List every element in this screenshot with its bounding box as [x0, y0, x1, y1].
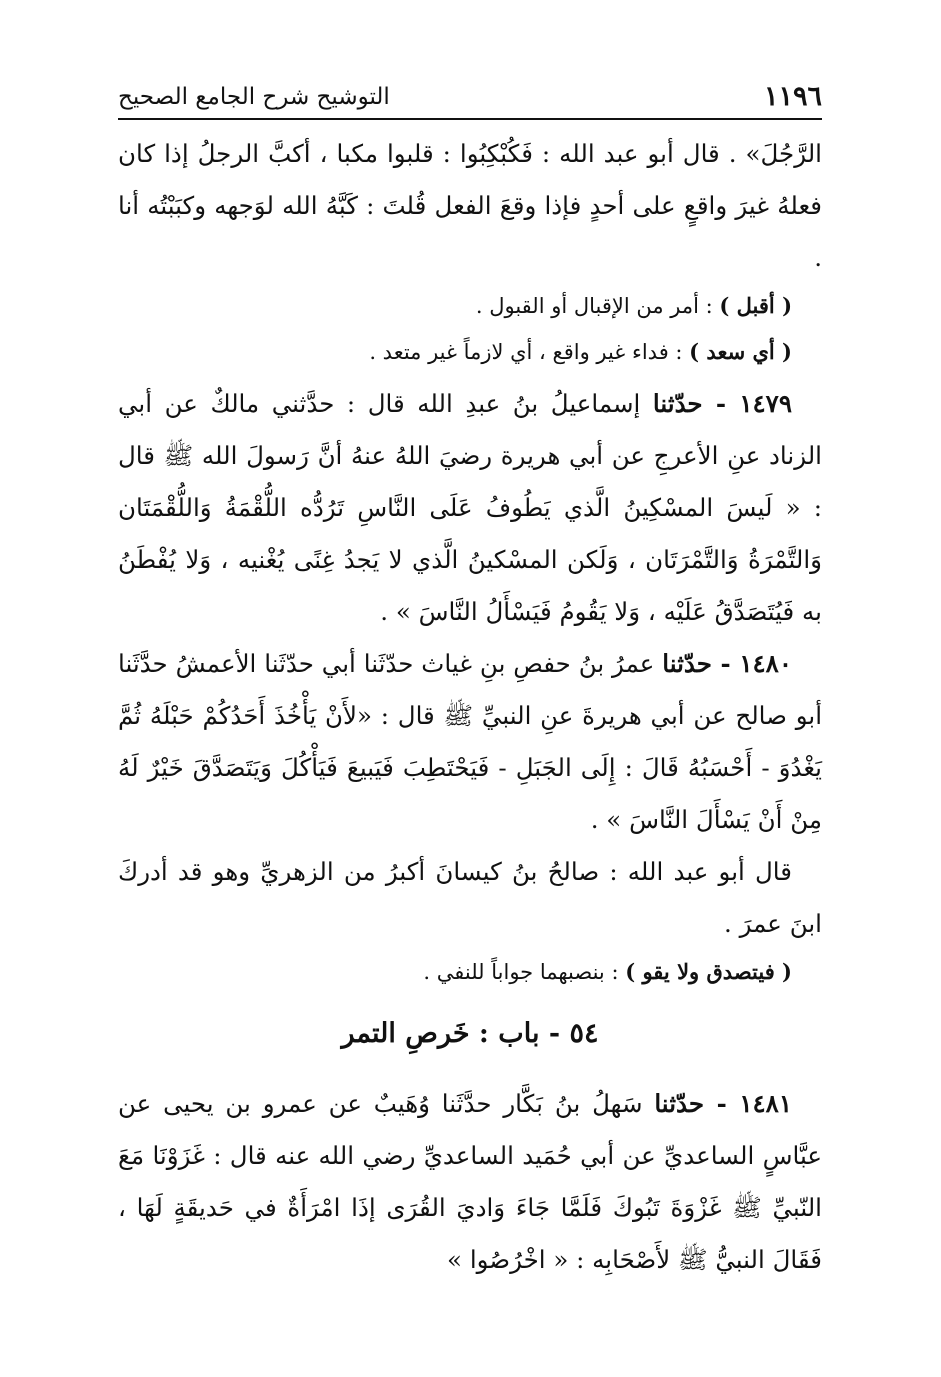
hadith-lead: - حدّثنا [654, 1089, 740, 1118]
note-text: : أمر من الإقبال أو القبول . [475, 294, 720, 318]
page-header [118, 70, 822, 120]
paragraph-continuation: الرَّجُلَ» . قال أبو عبد الله : فَكُبْكِبُوا : قلبوا مكبا ، أكبَّ الرجلُ إذا كان فعلهُ غيرَ واقعٍ على أحدٍ فإذا وقعَ الفعل قُلتَ : كَبَّهُ الله لوَجهه وكبَبْتُه أنا . [118, 139, 822, 272]
hadith-number: ١٤٧٩ [739, 389, 792, 418]
note-fayatasaddaq [118, 952, 822, 992]
hadith-text: عمرُ بنُ حفصِ بنِ غياث حدّثَنا أبي حدّثَنا الأعمشُ حدَّثَنا أبو صالح عن أبي هريرةَ عنِ النبيِّ ﷺ قال : «لأَنْ يَأْخُذَ أَحَدُكُمْ حَبْلَهُ ثُمَّ يَغْدُوَ - أَحْسَبُهُ قَالَ : إِلَى الجَبَلِ - فَيَحْتَطِبَ فَيَبيعَ فَيَأْكُلَ وَيَتَصَدَّقَ خَيْرٌ لَهُ مِنْ أَنْ يَسْأَلَ النَّاسَ » . [118, 649, 822, 834]
paragraph-saleh: قال أبو عبد الله : صالحُ بنُ كيسانَ أكبرُ من الزهريِّ وهو قد أدركَ ابنَ عمرَ . [118, 857, 822, 938]
note-term: ( أقبل ) [719, 293, 792, 318]
hadith-1481 [118, 1078, 822, 1286]
hadith-text: سَهلُ بنُ بَكَّار حدَّثَنا وُهَيبٌ عن عمرو بن يحيى عن عبَّاسٍ الساعديِّ عن أبي حُمَيد الساعديِّ رضي الله عنه قال : غَزَوْنَا مَعَ النّبيِّ ﷺ غَزْوَةَ تَبُوكَ فَلَمَّا جَاءَ وَاديَ القُرَى إذَا امْرَأَةٌ في حَديقَةٍ لَهَا ، فَقَالَ النبيُّ ﷺ لأَصْحَابِه : « اخْرُصُوا » [118, 1089, 822, 1274]
page-number: ١١٩٦ [763, 81, 822, 112]
hadith-lead: - حدّثنا [652, 389, 740, 418]
page-body [118, 128, 822, 1286]
hadith-1480 [118, 638, 822, 846]
hadith-lead: - حدّثنا [662, 649, 740, 678]
note-text: : فداء غير واقع ، أي لازماً غير متعد . [369, 340, 690, 364]
hadith-number: ١٤٨٠ [739, 649, 792, 678]
running-title: التوشيح شرح الجامع الصحيح [118, 84, 390, 110]
chapter-title: ٥٤ - باب : خَرصِ التمر [341, 1018, 599, 1049]
note-ay-saad [118, 332, 822, 372]
hadith-1479 [118, 378, 822, 638]
hadith-text: إسماعيلُ بنُ عبدِ الله قال : حدَّثني مالكٌ عن أبي الزناد عنِ الأعرجِ عن أبي هريرة رضيَ اللهُ عنهُ أنَّ رَسولَ الله ﷺ قال : « لَيسَ المسْكِينُ الَّذي يَطُوفُ عَلَى النَّاسِ تَرُدُّه اللُّقْمَةُ وَاللُّقْمَتَان وَالتَّمْرَةُ وَالتَّمْرَتَان ، وَلَكن المسْكينُ الَّذي لا يَجدُ غِنًى يُغْنيه ، وَلا يُفْطَنُ به فَيُتَصَدَّقُ عَلَيْه ، وَلا يَقُومُ فَيَسْأَلُ النَّاسَ » . [118, 389, 822, 626]
hadith-number: ١٤٨١ [739, 1089, 792, 1118]
note-aqbil [118, 286, 822, 326]
note-term: ( فيتصدق ولا يقو ) [625, 959, 792, 984]
note-text: : بنصبهما جواباً للنفي . [423, 960, 626, 984]
note-term: ( أي سعد ) [689, 339, 792, 364]
